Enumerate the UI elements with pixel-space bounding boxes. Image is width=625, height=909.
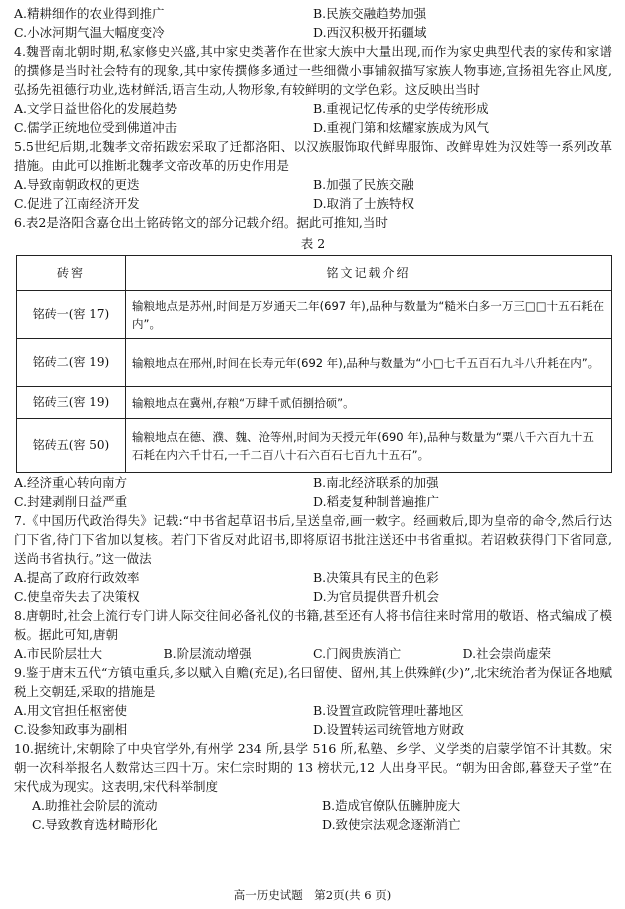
q4-options [14,118,612,137]
page-footer: 高一历史试题 第2页(共 6 页) [233,888,392,902]
q7-option-d[interactable]: D.为官员提供晋升机会 [313,589,440,604]
q6-option-d[interactable]: D.稻麦复种制普遍推广 [313,494,440,509]
table-row [17,339,612,387]
table-cell-text: 输粮地点在冀州,存粮“万肆千贰佰捌拾硕”。 [126,387,612,419]
q9-options [14,701,612,720]
table-cell-name: 铭砖一(窖 17) [17,291,126,339]
q4-option-c[interactable]: C.儒学正统地位受到佛道冲击 [14,120,178,135]
q10-option-b[interactable]: B.造成官僚队伍臃肿庞大 [322,798,461,813]
q7-options [14,587,612,606]
table-cell-name: 铭砖二(窖 19) [17,339,126,387]
q10-option-a[interactable]: A.助推社会阶层的流动 [32,798,158,813]
q8-option-d[interactable]: D.社会崇尚虚荣 [462,646,552,661]
q6-option-b[interactable]: B.南北经济联系的加强 [313,475,439,490]
q6-stem: 6.表2是洛阳含嘉仓出土铭砖铭文的部分记载介绍。据此可推知,当时 [14,215,388,230]
q4-options [14,99,612,118]
table-title: 表 2 [300,236,326,251]
inscription-table [16,255,612,473]
q7-option-c[interactable]: C.使皇帝失去了决策权 [14,589,140,604]
q8-option-c[interactable]: C.门阀贵族消亡 [313,646,402,661]
table-cell-name: 铭砖五(窖 50) [17,419,126,473]
q8-stem: 8.唐朝时,社会上流行专门讲人际交往间必备礼仪的书籍,甚至还有人将书信往来时常用的敬语、格式编成了模板。据此可知,唐朝 [14,608,612,642]
q10-option-d[interactable]: D.致使宗法观念逐渐消亡 [322,817,461,832]
table-cell-text: 输粮地点在邢州,时间在长寿元年(692 年),品种与数量为“小□七千五百石九斗八升耗在内”。 [126,339,612,387]
header-inscription: 铭文记载介绍 [126,256,612,291]
q6-option-a[interactable]: A.经济重心转向南方 [14,475,128,490]
exam-page [14,4,612,834]
q5-option-d[interactable]: D.取消了士族特权 [313,196,415,211]
table-row [17,291,612,339]
q5-options [14,194,612,213]
q9-option-c[interactable]: C.设参知政事为副相 [14,722,128,737]
q3-options [14,23,612,42]
q3-option-c[interactable]: C.小冰河期气温大幅度变冷 [14,25,165,40]
q10-options [14,815,612,834]
q4-option-b[interactable]: B.重视记忆传承的史学传统形成 [313,101,489,116]
q4-option-d[interactable]: D.重视门第和炫耀家族成为风气 [313,120,490,135]
table-row [17,387,612,419]
q10-option-c[interactable]: C.导致教育选材畸形化 [32,817,158,832]
q3-option-b[interactable]: B.民族交融趋势加强 [313,6,427,21]
q3-option-d[interactable]: D.西汉积极开拓疆域 [313,25,427,40]
q4-option-a[interactable]: A.文学日益世俗化的发展趋势 [14,101,178,116]
q5-stem: 5.5世纪后期,北魏孝文帝拓跋宏采取了迁都洛阳、以汉族服饰取代鲜卑服饰、改鲜卑姓为汉姓等一系列改革措施。由此可以推断北魏孝文帝改革的历史作用是 [14,139,612,173]
q9-option-d[interactable]: D.设置转运司统管地方财政 [313,722,465,737]
table-header-row [17,256,612,291]
q7-option-b[interactable]: B.决策具有民主的色彩 [313,570,439,585]
q8-option-a[interactable]: A.市民阶层壮大 [14,646,103,661]
q3-option-a[interactable]: A.精耕细作的农业得到推广 [14,6,165,21]
q6-options [14,473,612,492]
table-cell-text: 输粮地点是苏州,时间是万岁通天二年(697 年),品种与数量为“糙米白多一万三□□十五石耗在内”。 [126,291,612,339]
q7-option-a[interactable]: A.提高了政府行政效率 [14,570,140,585]
q5-options [14,175,612,194]
q6-option-c[interactable]: C.封建剥削日益严重 [14,494,128,509]
q9-option-b[interactable]: B.设置宣政院管理吐蕃地区 [313,703,464,718]
q8-options [14,644,612,663]
q7-options [14,568,612,587]
table-cell-text: 输粮地点在德、濮、魏、沧等州,时间为天授元年(690 年),品种与数量为“粟八千六百九十五石耗在内六千廿石,一千二百八十石六百石七百九十五石”。 [126,419,612,473]
q10-stem: 10.据统计,宋朝除了中央官学外,有州学 234 所,县学 516 所,私塾、乡学、义学类的启蒙学馆不计其数。宋朝一次科举报名人数常达三四十万。宋仁宗时期的 13 榜状元,12 人出身平民。“朝为田舍郎,暮登天子堂”在宋代成为现实。这表明,宋代科举制度 [14,741,612,794]
q9-options [14,720,612,739]
q3-options [14,4,612,23]
q9-option-a[interactable]: A.用文官担任枢密使 [14,703,128,718]
q9-stem: 9.鉴于唐末五代“方镇屯重兵,多以赋入自赡(充足),名曰留使、留州,其上供殊鲜(少)”,北宋统治者为保证各地赋税上交朝廷,采取的措施是 [14,665,612,699]
q8-option-b[interactable]: B.阶层流动增强 [163,646,252,661]
header-kiln: 砖窖 [17,256,126,291]
q7-stem: 7.《中国历代政治得失》记载:“中书省起草诏书后,呈送皇帝,画一敕字。经画敕后,即为皇帝的命令,然后行达门下省,待门下省加以复核。若门下省反对此诏书,即将原诏书批注送还中书省重拟。若诏敕获得门下省同意,送尚书省执行。”这一做法 [14,513,612,566]
q10-options [14,796,612,815]
q6-options [14,492,612,511]
q5-option-c[interactable]: C.促进了江南经济开发 [14,196,140,211]
q5-option-a[interactable]: A.导致南朝政权的更迭 [14,177,140,192]
q4-stem: 4.魏晋南北朝时期,私家修史兴盛,其中家史类著作在世家大族中大量出现,而作为家史典型代表的家传和家谱的撰修是当时社会特有的现象,其中家传撰修多通过一些细微小事铺叙描写家族人物事迹,宣扬祖先容止风度,弘扬先祖德行功业,选材鲜活,语言生动,人物形象,有较鲜明的文学色彩。这反映出当时 [14,44,612,97]
table-row [17,419,612,473]
q5-option-b[interactable]: B.加强了民族交融 [313,177,414,192]
table-cell-name: 铭砖三(窖 19) [17,387,126,419]
